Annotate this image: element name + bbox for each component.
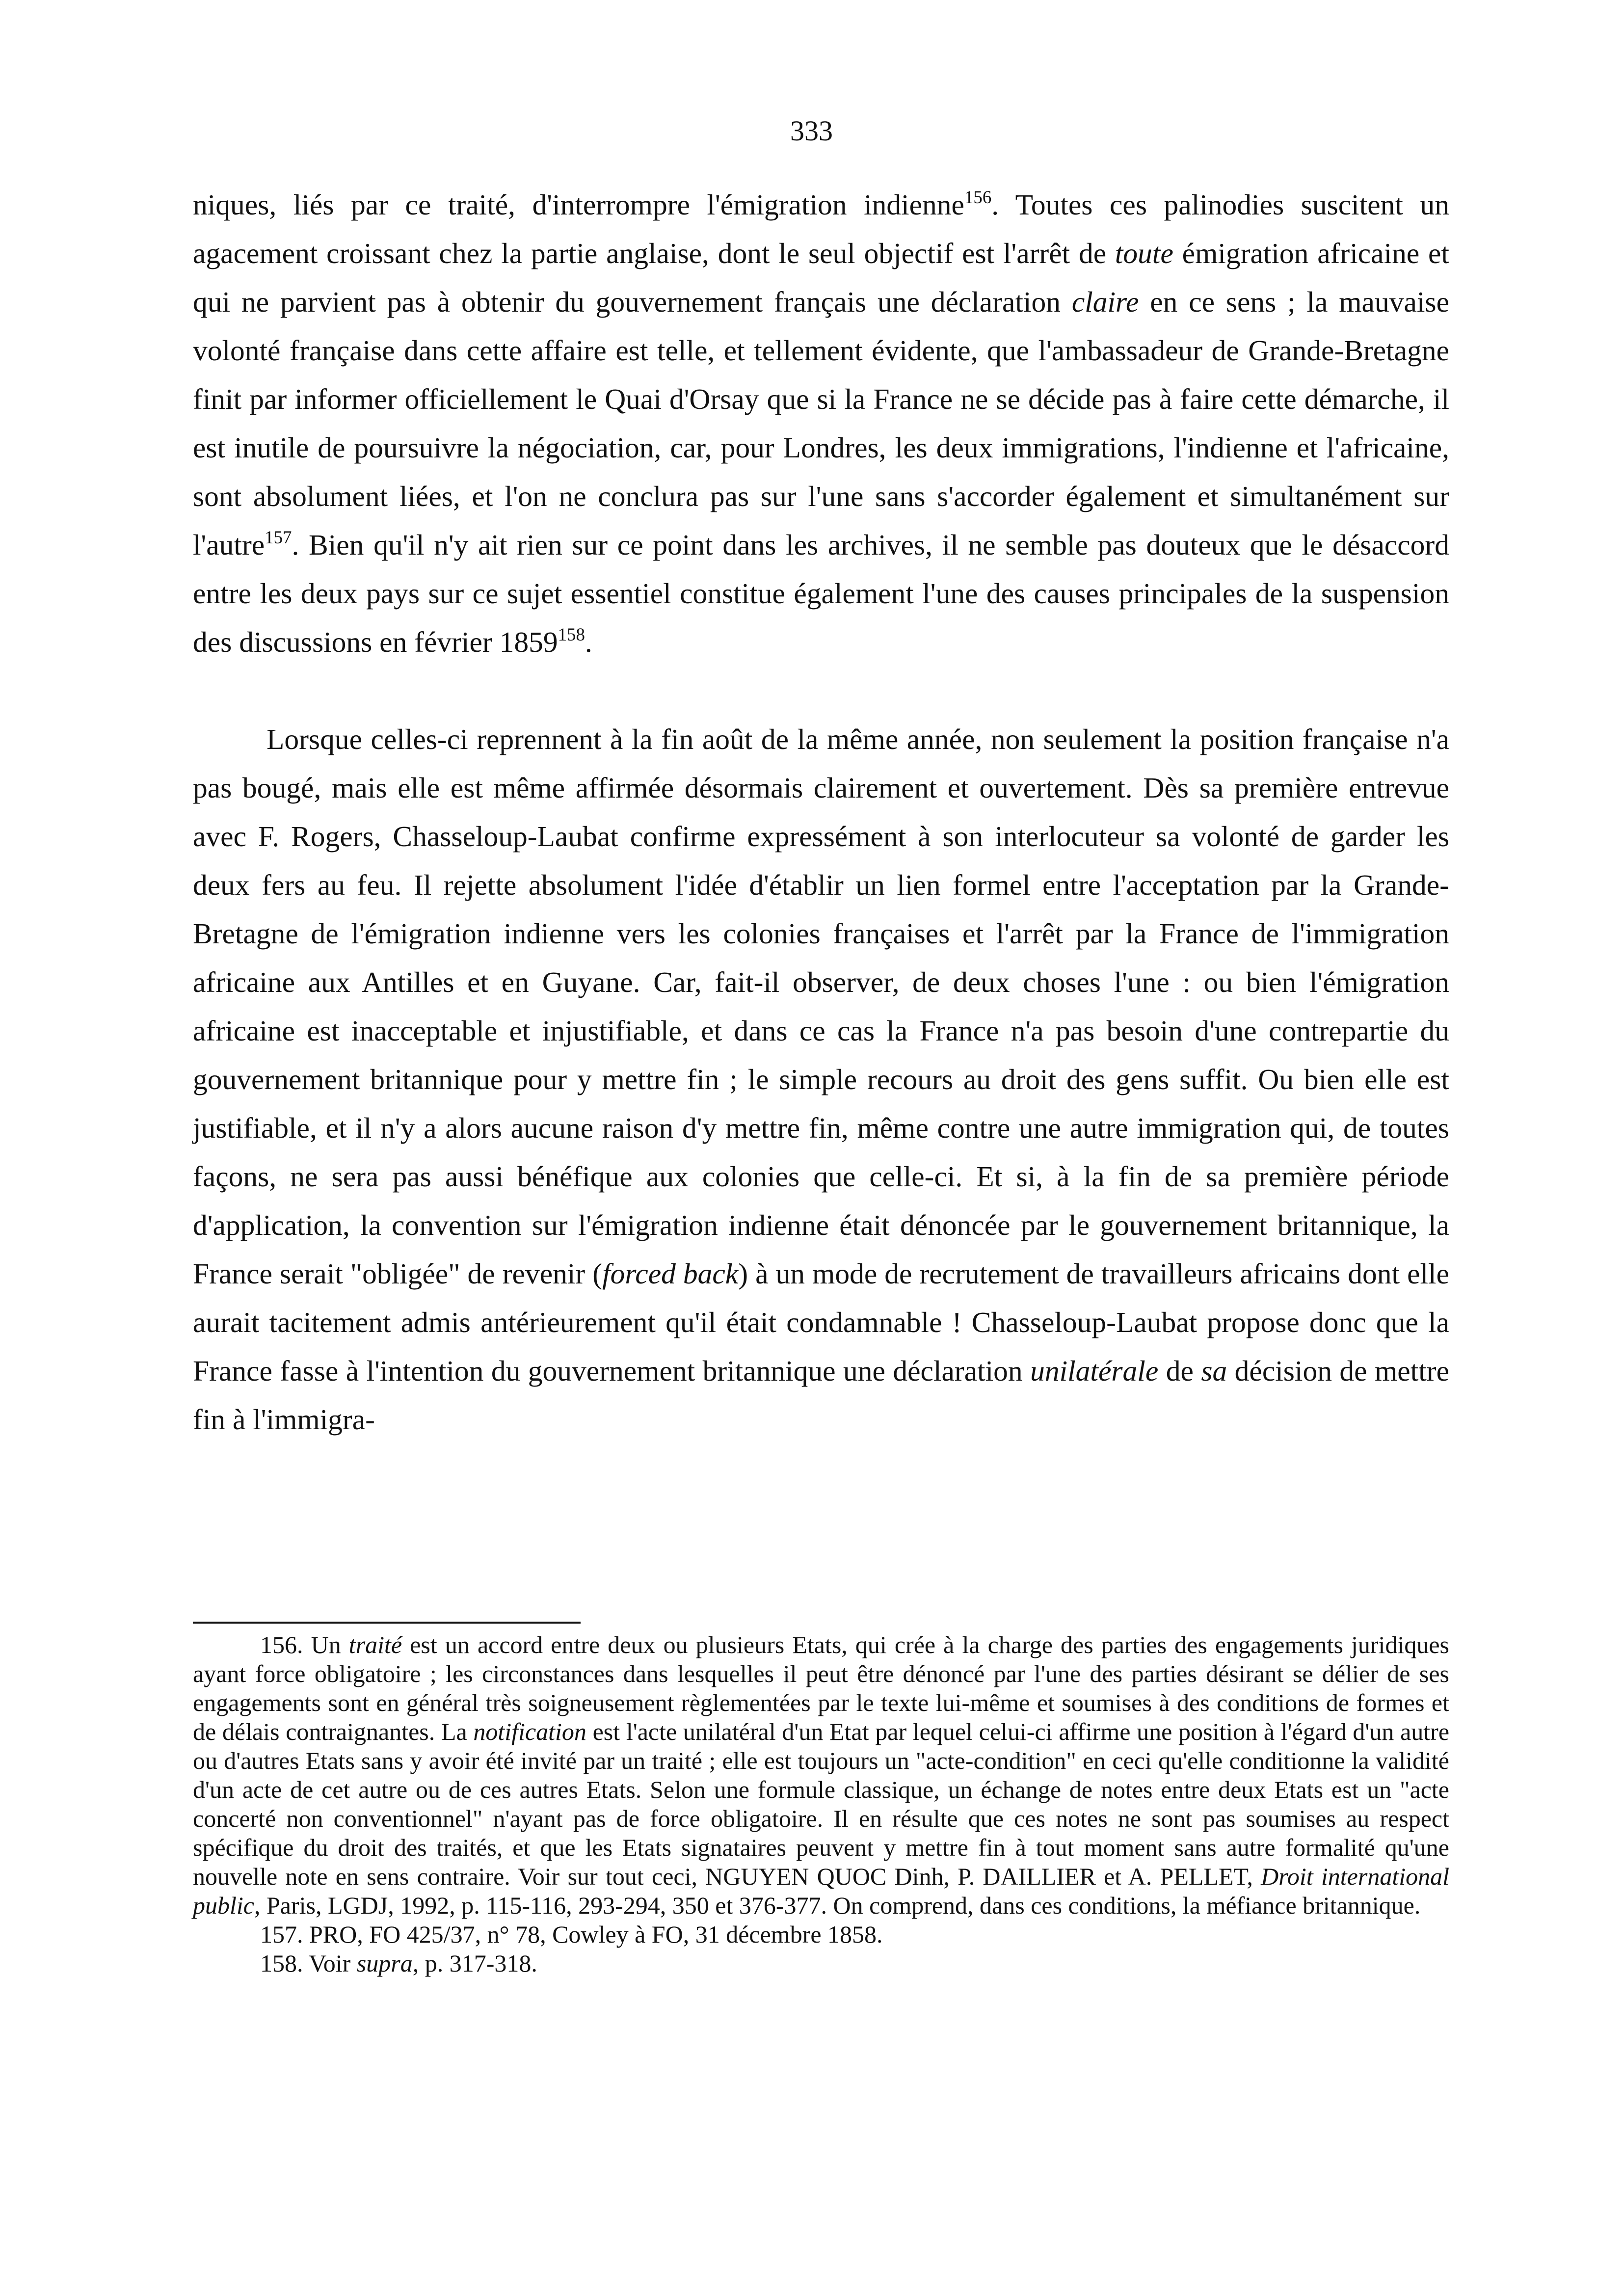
emphasis: supra	[356, 1949, 413, 1977]
emphasis: notification	[473, 1718, 586, 1745]
text-run: de	[1158, 1355, 1201, 1387]
emphasis: claire	[1071, 286, 1139, 318]
footnotes	[193, 1630, 1449, 1978]
text-run: niques, liés par ce traité, d'interrompre l'émigration indienne	[193, 188, 964, 221]
text-run: . Bien qu'il n'y ait rien sur ce point dans les archives, il ne semble pas douteux que le désaccord entre les deux pays sur ce sujet essentiel constitue également l'une des causes principales de la suspension des discussions en février 1859	[193, 529, 1449, 658]
text-run: est l'acte unilatéral d'un Etat par lequel celui-ci affirme une position à l'égard d'un autre ou d'autres Etats sans y avoir été invité par un traité ; elle est toujours un "acte-condition" en ceci qu'elle conditionne la validité d'un acte de cet autre ou de ces autres Etats. Selon une formule classique, un échange de notes entre deux Etats est un "acte concerté non conventionnel" n'ayant pas de force obligatoire. Il en résulte que ces notes ne sont pas soumises au respect spécifique du droit des traités, et que les Etats signataires peuvent y mettre fin à tout moment sans autre formalité qu'une nouvelle note en sens contraire. Voir sur tout ceci, NGUYEN QUOC Dinh, P. DAILLIER et A. PELLET,	[193, 1718, 1450, 1890]
text-run: décision de mettre fin à l'immigra-	[193, 1355, 1449, 1436]
text-run: est un accord entre deux ou plusieurs Etats, qui crée à la charge des parties des engagements juridiques ayant force obligatoire ; les circonstances dans lesquelles il peut être dénoncé par l'une des parties désirant se délier de ses engagements sont en général très soigneusement règlementées par le texte lui-même et soumises à des conditions de formes et de délais contraignantes. La	[193, 1631, 1449, 1745]
text-run: 158. Voir	[260, 1949, 357, 1977]
footnote-158	[193, 1949, 1449, 1978]
emphasis: toute	[1115, 237, 1173, 269]
text-run: Lorsque celles-ci reprennent à la fin août de la même année, non seulement la position française n'a pas bougé, mais elle est même affirmée désormais clairement et ouvertement. Dès sa première entrevue avec F. Rogers, Chasseloup-Laubat confirme expressément à son interlocuteur sa volonté de garder les deux fers au feu. Il rejette absolument l'idée d'établir un lien formel entre l'acceptation par la Grande-Bretagne de l'émigration indienne vers les colonies françaises et l'arrêt par la France de l'immigration africaine aux Antilles et en Guyane. Car, fait-il observer, de deux choses l'une : ou bien l'émigration africaine est inacceptable et injustifiable, et dans ce cas la France n'a pas besoin d'une contrepartie du gouvernement britannique pour y mettre fin ; le simple recours au droit des gens suffit. Ou bien elle est justifiable, et il n'y a alors aucune raison d'y mettre fin, même contre une autre immigration qui, de toutes façons, ne sera pas aussi bénéfique aux colonies que celle-ci. Et si, à la fin de sa première période d'application, la convention sur l'émigration indienne était dénoncée par le gouvernement britannique, la France serait "obligée" de revenir (	[193, 723, 1449, 1290]
footnote-ref-156[interactable]: 156	[964, 187, 992, 208]
text-run: en ce sens ; la mauvaise volonté française dans cette affaire est telle, et tellement évidente, que l'ambassadeur de Grande-Bretagne finit par informer officiellement le Quai d'Orsay que si la France ne se décide pas à faire cette démarche, il est inutile de poursuivre la négociation, car, pour Londres, les deux immigrations, l'indienne et l'africaine, sont absolument liées, et l'on ne conclura pas sur l'une sans s'accorder également et simultanément sur l'autre	[193, 286, 1449, 561]
emphasis: traité	[348, 1631, 402, 1658]
text-run: . Toutes ces palinodies suscitent un agacement croissant chez la partie anglaise, dont le seul objectif est l'arrêt de	[193, 188, 1449, 269]
footnote-156	[193, 1630, 1449, 1920]
emphasis: forced back	[602, 1257, 739, 1290]
emphasis: Droit international public	[193, 1863, 1449, 1919]
footnote-ref-158[interactable]: 158	[558, 624, 585, 645]
text-run: .	[585, 626, 592, 658]
footnote-ref-157[interactable]: 157	[265, 527, 292, 548]
text-run: 156. Un	[260, 1631, 349, 1658]
footnote-157: 157. PRO, FO 425/37, n° 78, Cowley à FO, 31 décembre 1858.	[260, 1921, 883, 1948]
main-text	[193, 181, 1449, 1444]
text-run: émigration africaine et qui ne parvient pas à obtenir du gouvernement français une déclaration	[193, 237, 1449, 318]
page-number: 333	[790, 115, 833, 147]
paragraph-1	[193, 181, 1449, 667]
emphasis: unilatérale	[1030, 1355, 1159, 1387]
text-run: , Paris, LGDJ, 1992, p. 115-116, 293-294, 350 et 376-377. On comprend, dans ces conditions, la méfiance britannique.	[254, 1892, 1421, 1919]
text-run: ) à un mode de recrutement de travailleurs africains dont elle aurait tacitement admis antérieurement qu'il était condamnable ! Chasseloup-Laubat propose donc que la France fasse à l'intention du gouvernement britannique une déclaration	[193, 1257, 1449, 1387]
text-run: , p. 317-318.	[412, 1949, 537, 1977]
paragraph-2	[193, 715, 1449, 1444]
footnote-separator	[193, 1622, 581, 1624]
emphasis: sa	[1201, 1355, 1227, 1387]
